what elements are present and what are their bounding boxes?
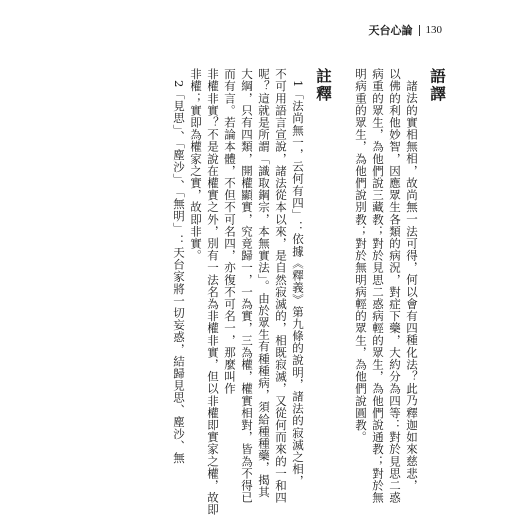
note-line-5: 而有言。若論本體，不但不可名四，亦復不可名一，那麼叫作	[223, 68, 237, 395]
notes-heading: 註釋	[314, 68, 332, 103]
translation-line-2: 以佛的利他妙智，因應眾生各類的病況，對症下藥，大約分為四等：對於見思二惑	[388, 68, 402, 504]
note-line-3: 呢？這就是所謂「識取鋼宗，本無實法」。由於眾生有種種病，須給種種藥，揭其	[257, 68, 271, 498]
header-separator	[419, 25, 420, 36]
note-line-4: 大綱，只有四類，開權顯實，究竟歸一，一為實，三為權，權實相對，皆為不得已	[240, 68, 254, 504]
translation-line-4: 明病重的眾生，為他們說別教；對於無明病輕的眾生，為他們說圓教。	[354, 68, 368, 444]
page-body	[62, 68, 448, 516]
note-line-1: 1「法尚無一，云何有四」：依據《釋義》第九條的說明，諸法的寂滅之相，	[291, 80, 305, 488]
note-line-6: 非權非實？不是說在權實之外，別有一法名為非權非實，但以非權即實家之權，故即	[206, 68, 220, 516]
note-line-8: 2「見思」、「塵沙」、「無明」：天台家將一切妄惑，結歸見思、塵沙、無	[172, 80, 186, 465]
note-line-7: 非權；實即為權家之實，故即非實。	[189, 68, 203, 262]
translation-line-3: 病重的眾生，為他們說三藏教；對於見思二惑病輕的眾生，為他們說通教；對於無	[371, 68, 385, 504]
page-number: 130	[425, 24, 442, 36]
translation-heading: 語譯	[428, 68, 446, 103]
book-title: 天台心論	[368, 24, 413, 37]
running-head	[369, 22, 443, 38]
translation-line-1: 諸法的實相無相，故尚無一法可得，何以會有四種化法？此乃釋迦如來慈悲，	[405, 80, 419, 492]
note-line-2: 不可用語言宣說，諸法從本以來，是自然寂滅的，相既寂滅，又從何而來的一和四	[274, 68, 288, 504]
